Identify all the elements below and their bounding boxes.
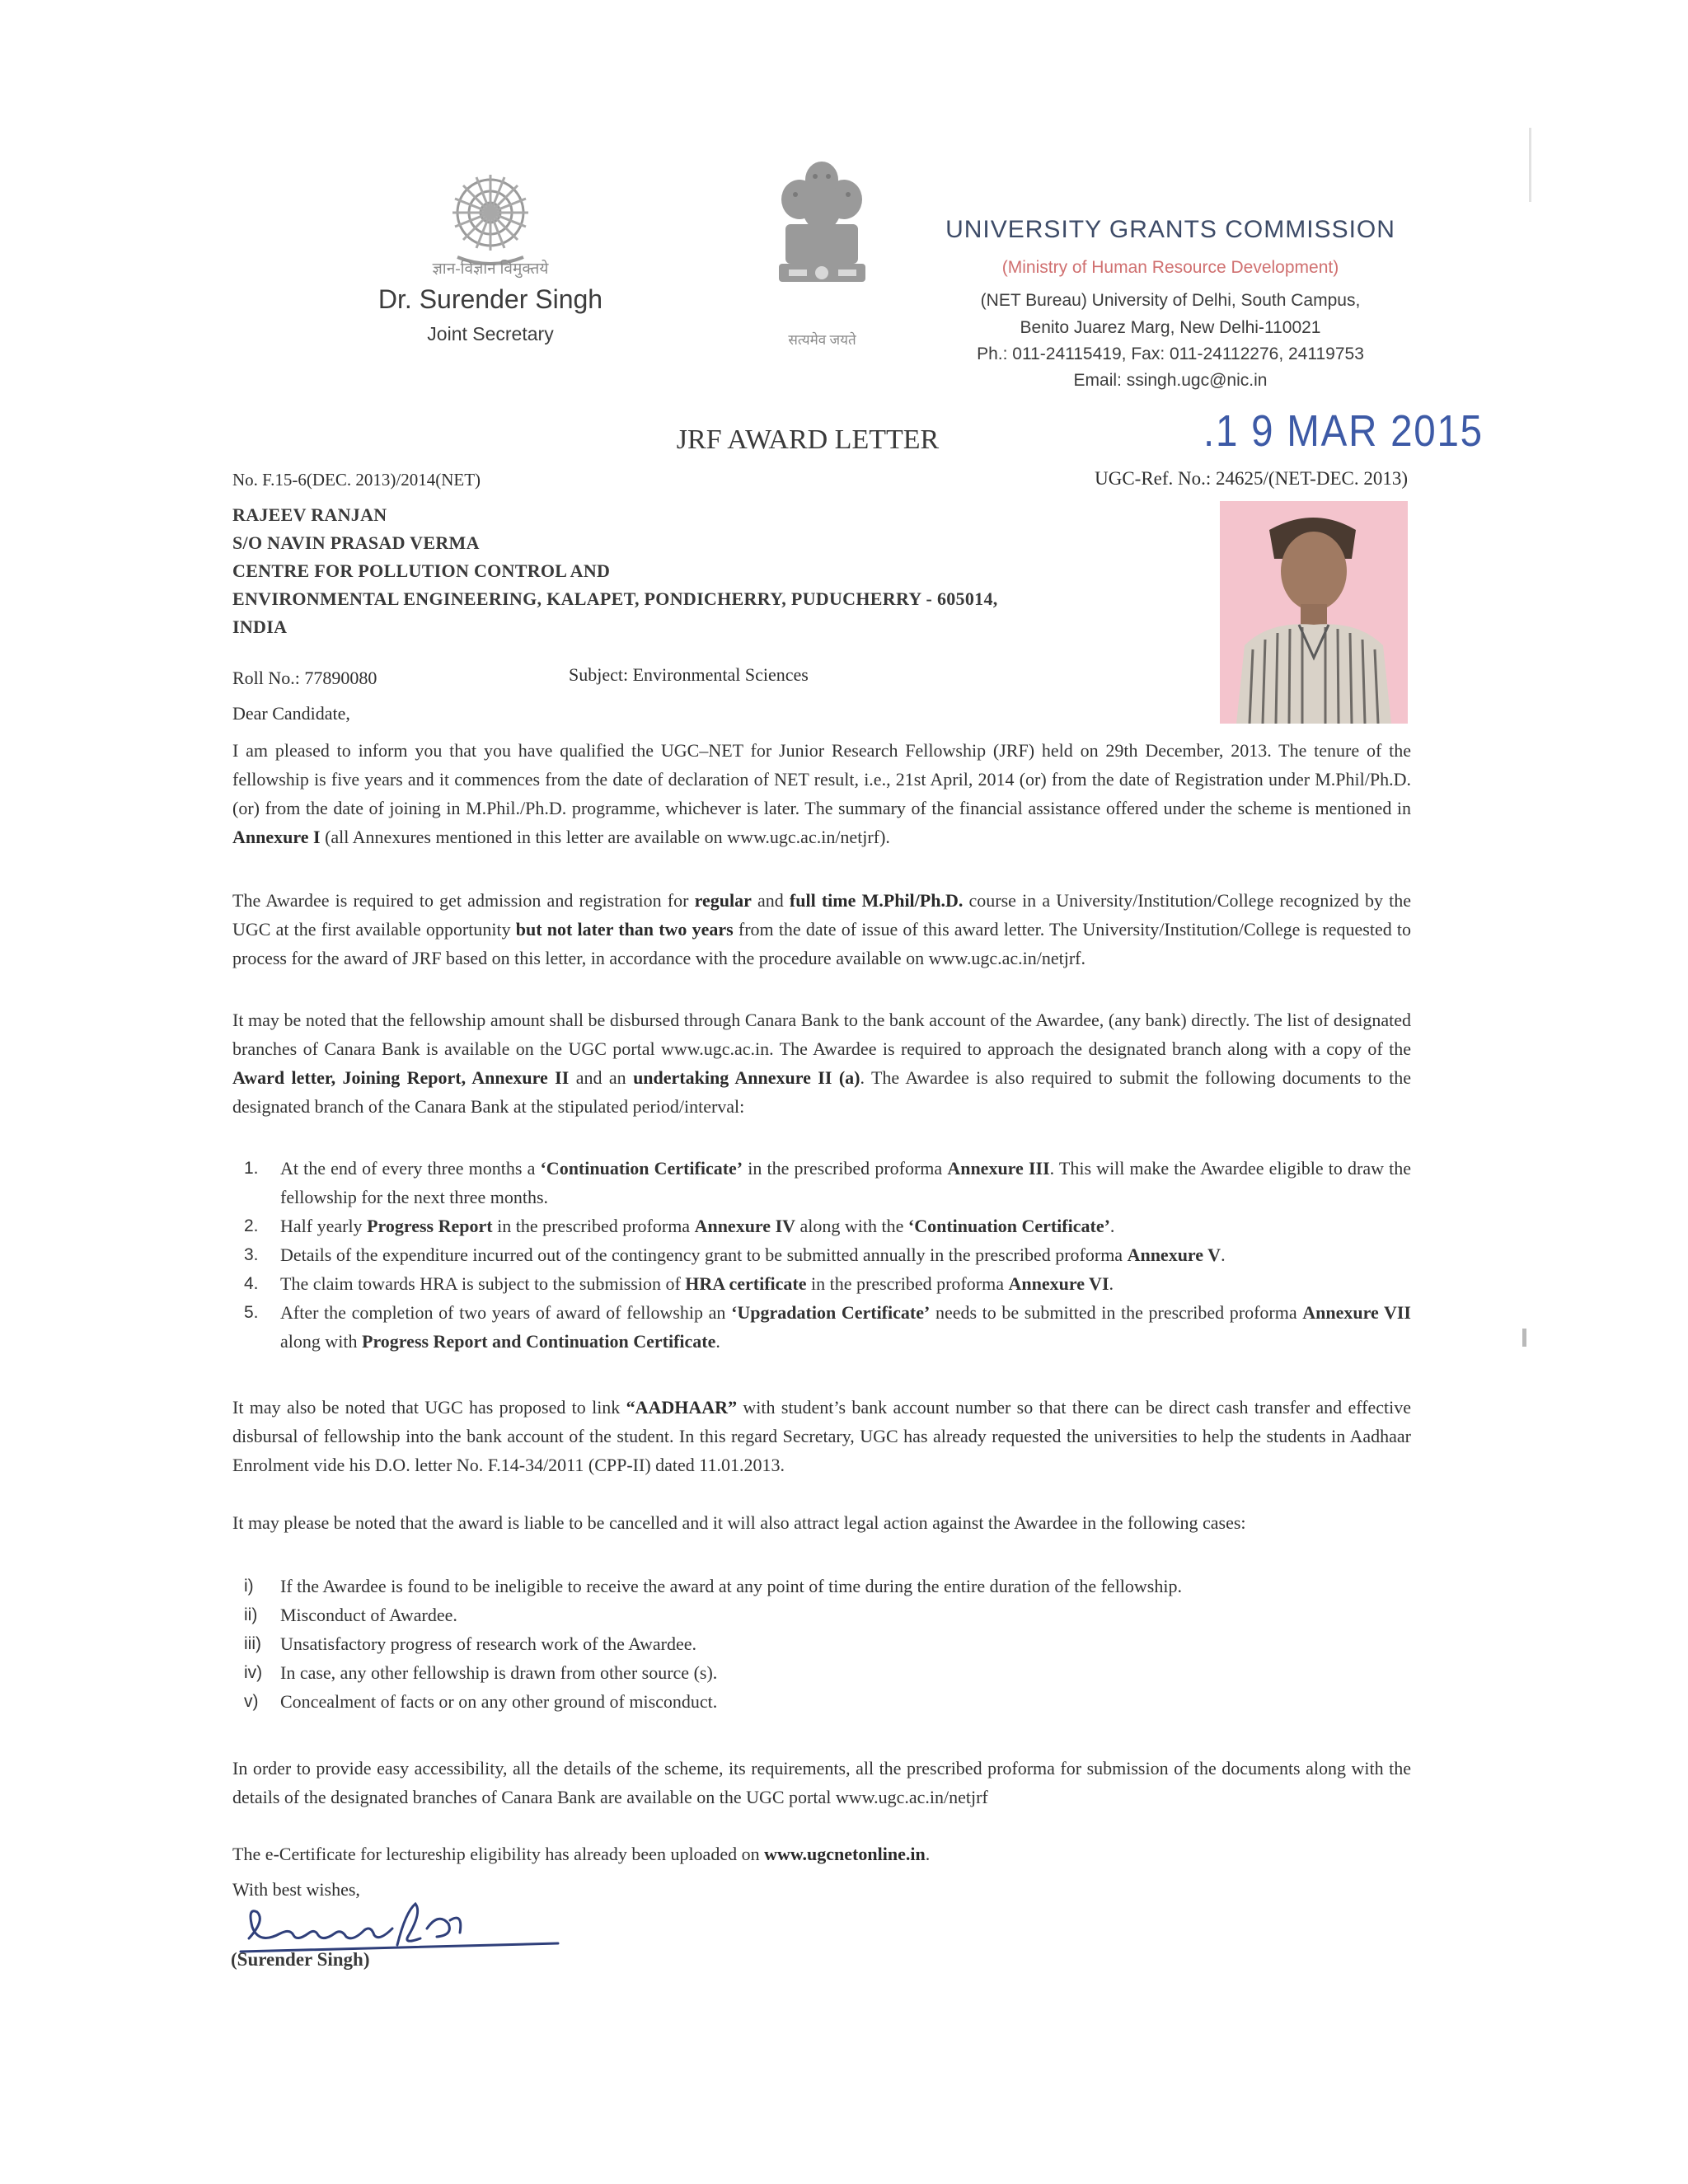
subject: Subject: Environmental Sciences: [569, 664, 809, 685]
salutation: Dear Candidate,: [232, 703, 350, 724]
organization-address-line-1: (NET Bureau) University of Delhi, South Campus,: [980, 291, 1361, 310]
paragraph-award-intro: I am pleased to inform you that you have qualified the UGC–NET for Junior Research Fellowship (JRF) held on 29th December, 2013. The tenure of the fellowship is five years and it commences from the date of declaration of NET result, i.e., 21st April, 2014 (or) from the date of Registration under M.Phil/Ph.D. (or) from the date of joining in M.Phil./Ph.D. programme, whichever is later. The summary of the financial assistance offered under the scheme is mentioned in Annexure I (all Annexures mentioned in this letter are available on www.ugc.ac.in/netjrf).: [232, 740, 1411, 847]
addressee-address-line-1: CENTRE FOR POLLUTION CONTROL AND: [232, 560, 611, 581]
list-item: 3. Details of the expenditure incurred out of the contingency grant to be submitted annually in the prescribed proforma Annexure V.: [244, 1244, 1226, 1265]
paragraph-cancellation: It may please be noted that the award is liable to be cancelled and it will also attract legal action against the Awardee in the following cases:: [232, 1512, 1246, 1533]
closing-remark: With best wishes,: [232, 1879, 360, 1900]
documents-list: [232, 1154, 1411, 1356]
handwritten-signature: [232, 1887, 562, 1986]
paragraph-accessibility: In order to provide easy accessibility, all the details of the scheme, its requirements, all the prescribed proforma for submission of the documents along with the details of the designated branches of Canara Bank are available on the UGC portal www.ugc.ac.in/netjrf: [232, 1758, 1411, 1807]
organization-ministry: (Ministry of Human Resource Development): [1001, 258, 1339, 277]
paragraph-disbursement: It may be noted that the fellowship amount shall be disbursed through Canara Bank to the bank account of the Awardee, (any bank) directly. The list of designated branches of Canara Bank is available on the UGC portal www.ugc.ac.in. The Awardee is required to approach the designated branch along with a copy of the Award letter, Joining Report, Annexure II and an undertaking Annexure II (a). The Awardee is also required to submit the following documents to the designated branch of the Canara Bank at the stipulated period/interval:: [232, 1010, 1411, 1117]
addressee-address-line-3: INDIA: [232, 616, 288, 637]
organization-phone: Ph.: 011-24115419, Fax: 011-24112276, 24119753: [977, 344, 1364, 363]
ugc-reference-number: UGC-Ref. No.: 24625/(NET-DEC. 2013): [1095, 468, 1408, 489]
addressee-name: RAJEEV RANJAN: [232, 504, 387, 525]
scan-edge-shadow: [1529, 128, 1531, 202]
cancellation-cases-list: [232, 1572, 1411, 1716]
organization-address-line-2: Benito Juarez Marg, New Delhi-110021: [1020, 318, 1321, 337]
emblem-motto: सत्यमेव जयते: [788, 332, 856, 348]
addressee-father: S/O NAVIN PRASAD VERMA: [232, 532, 480, 553]
list-item: 1. At the end of every three months a ‘Continuation Certificate’ in the prescribed proforma Annexure III. This will make the Awardee eligible to draw the fellowship for the next three months.: [244, 1158, 1412, 1207]
list-item: iv) In case, any other fellowship is drawn from other source (s).: [244, 1662, 718, 1683]
letter-title: JRF AWARD LETTER: [676, 424, 940, 455]
list-item: 2. Half yearly Progress Report in the prescribed proforma Annexure IV along with the ‘Continuation Certificate’.: [244, 1216, 1115, 1236]
list-item: iii) Unsatisfactory progress of research work of the Awardee.: [244, 1633, 697, 1654]
paragraph-admission: The Awardee is required to get admission and registration for regular and full time M.Phil/Ph.D. course in a University/Institution/College recognized by the UGC at the first available opportunity but not later than two years from the date of issue of this award letter. The University/Institution/College is requested to process for the award of JRF based on this letter, in accordance with the procedure available on www.ugc.ac.in/netjrf.: [232, 890, 1412, 968]
candidate-photo: [1220, 501, 1408, 724]
national-emblem: [771, 157, 874, 321]
organization-email: Email: ssingh.ugc@nic.in: [1073, 371, 1268, 390]
scan-margin-mark: [1521, 1327, 1529, 1348]
joint-secretary-title: Joint Secretary: [427, 323, 554, 344]
date-stamp: .1 9 MAR 2015: [1203, 406, 1484, 456]
paragraph-aadhaar: It may also be noted that UGC has proposed to link “AADHAAR” with student’s bank account number so that there can be direct cash transfer and effective disbursal of fellowship into the bank account of the student. In this regard Secretary, UGC has already requested the universities to help the students in Aadhaar Enrolment vide his D.O. letter No. F.14-34/2011 (CPP-II) dated 11.01.2013.: [232, 1397, 1411, 1475]
list-item: v) Concealment of facts or on any other ground of misconduct.: [244, 1691, 718, 1712]
list-item: 5. After the completion of two years of award of fellowship an ‘Upgradation Certificate’ needs to be submitted in the prescribed proforma Annexure VII along with Progress Report and Continuation Certificate.: [244, 1302, 1411, 1352]
organization-name: UNIVERSITY GRANTS COMMISSION: [945, 216, 1395, 243]
addressee-address-line-2: ENVIRONMENTAL ENGINEERING, KALAPET, PONDICHERRY, PUDUCHERRY - 605014,: [232, 588, 998, 609]
ugc-emblem-logo: [437, 165, 544, 272]
joint-secretary-name: Dr. Surender Singh: [377, 284, 603, 314]
list-item: 4. The claim towards HRA is subject to the submission of HRA certificate in the prescribed proforma Annexure VI.: [244, 1273, 1114, 1294]
signatory-name: (Surender Singh): [231, 1949, 370, 1970]
paragraph-e-certificate: The e-Certificate for lectureship eligibility has already been uploaded on www.ugcnetonline.in.: [232, 1844, 931, 1864]
list-item: ii) Misconduct of Awardee.: [244, 1605, 457, 1625]
roll-number: Roll No.: 77890080: [232, 668, 377, 688]
ugc-hindi-motto: ज्ञान-विज्ञान विमुक्तये: [432, 260, 549, 278]
file-number: No. F.15-6(DEC. 2013)/2014(NET): [232, 470, 481, 490]
list-item: i) If the Awardee is found to be ineligible to receive the award at any point of time during the entire duration of the fellowship.: [244, 1576, 1182, 1596]
